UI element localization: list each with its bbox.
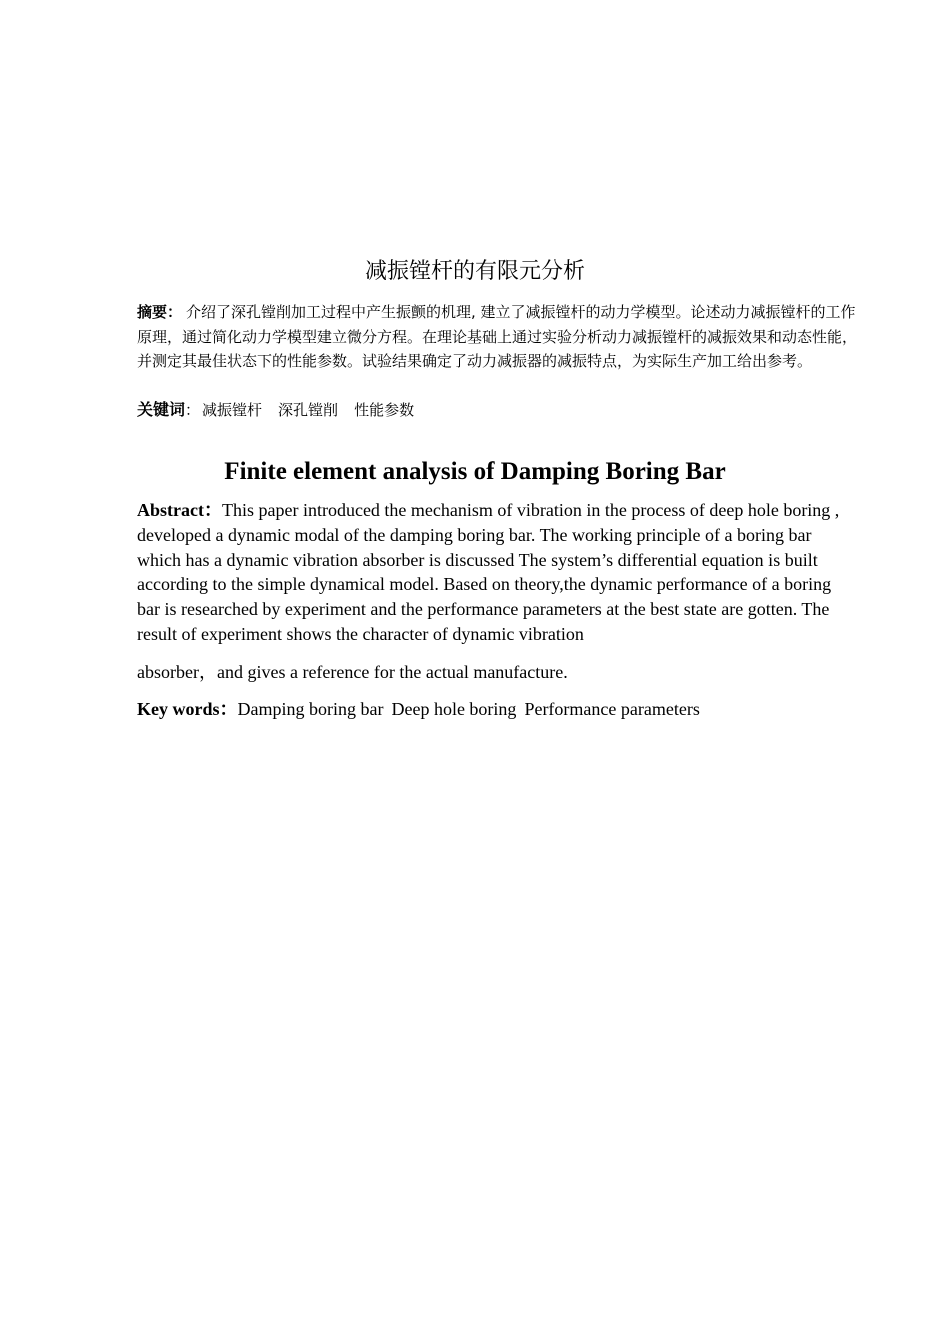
chinese-keywords — [137, 398, 863, 422]
english-abstract-label: Abstract： — [137, 500, 222, 520]
english-keyword: Damping boring bar — [237, 699, 384, 719]
english-keyword: Performance parameters — [524, 699, 700, 719]
chinese-keywords-label: 关键词 — [137, 400, 186, 419]
chinese-keyword: 性能参数 — [354, 401, 415, 419]
chinese-title: 减振镗杆的有限元分析 — [364, 259, 585, 284]
english-abstract — [137, 498, 849, 647]
english-keywords-label: Key words： — [137, 699, 238, 719]
chinese-keywords-colon: ： — [185, 401, 201, 419]
english-keywords — [137, 697, 849, 721]
chinese-abstract-label: 摘要： — [137, 303, 183, 321]
chinese-abstract — [137, 300, 863, 374]
chinese-keyword: 减振镗杆 — [202, 401, 263, 419]
english-abstract-tail: absorber，and gives a reference for the actual manufacture. — [137, 662, 568, 682]
chinese-abstract-text: 介绍了深孔镗削加工过程中产生振颤的机理, 建立了减振镗杆的动力学模型。论述动力减振镗杆的工作原理，通过简化动力学模型建立微分方程。在理论基础上通过实验分析动力减振镗杆的减振效果和动态性能，并测定其最佳状态下的性能参数。试验结果确定了动力减振器的减振特点，为实际生产加工给出参考。 — [137, 303, 858, 370]
english-abstract-text: This paper introduced the mechanism of vibration in the process of deep hole boring , developed a dynamic modal of the damping boring bar. The working principle of a boring bar which has a dynamic vibration absorber is discussed The system’s differential equation is built according to the simple dynamical model. Based on theory,the dynamic performance of a boring bar is researched by experiment and the performance parameters at the best state are gotten. The result of experiment shows the character of dynamic vibration — [137, 500, 840, 644]
english-keyword: Deep hole boring — [391, 699, 517, 719]
english-title: Finite element analysis of Damping Boring Bar — [224, 458, 726, 485]
chinese-keyword: 深孔镗削 — [278, 401, 339, 419]
